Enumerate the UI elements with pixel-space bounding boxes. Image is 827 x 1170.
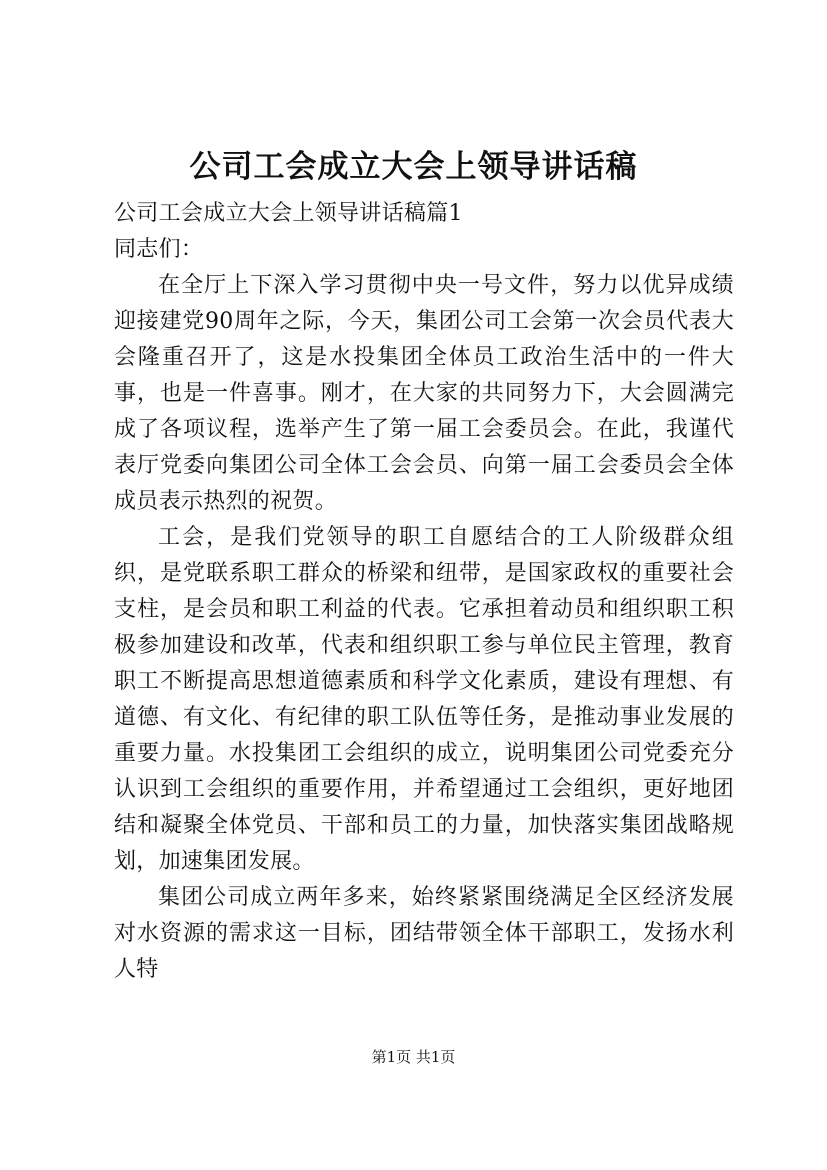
paragraph-2: 工会，是我们党领导的职工自愿结合的工人阶级群众组织，是党联系职工群众的桥梁和纽带，是国家政权的重要社会支柱，是会员和职工利益的代表。它承担着动员和组织职工积极参加建设和改革，代表和组织职工参与单位民主管理，教育职工不断提高思想道德素质和科学文化素质，建设有理想、有道德、有文化、有纪律的职工队伍等任务，是推动事业发展的重要力量。水投集团工会组织的成立，说明集团公司党委充分认识到工会组织的重要作用，并希望通过工会组织，更好地团结和凝聚全体党员、干部和员工的力量，加快落实集团战略规划，加速集团发展。 bbox=[114, 525, 734, 874]
document-subtitle: 公司工会成立大会上领导讲话稿篇1 bbox=[114, 201, 463, 226]
paragraph-1: 在全厅上下深入学习贯彻中央一号文件，努力以优异成绩迎接建党90周年之际，今天，集团公司工会第一次会员代表大会隆重召开了，这是水投集团全体员工政治生活中的一件大事，也是一件喜事。刚才，在大家的共同努力下，大会圆满完成了各项议程，选举产生了第一届工会委员会。在此，我谨代表厅党委向集团公司全体工会会员、向第一届工会委员会全体成员表示热烈的祝贺。 bbox=[114, 273, 734, 514]
salutation: 同志们： bbox=[114, 237, 204, 262]
paragraph-3: 集团公司成立两年多来，始终紧紧围绕满足全区经济发展对水资源的需求这一目标，团结带领全体干部职工，发扬水利人特 bbox=[114, 885, 734, 982]
document-title: 公司工会成立大会上领导讲话稿 bbox=[189, 149, 638, 185]
page-number: 第1页 共1页 bbox=[371, 1048, 456, 1066]
document-body bbox=[114, 196, 734, 988]
